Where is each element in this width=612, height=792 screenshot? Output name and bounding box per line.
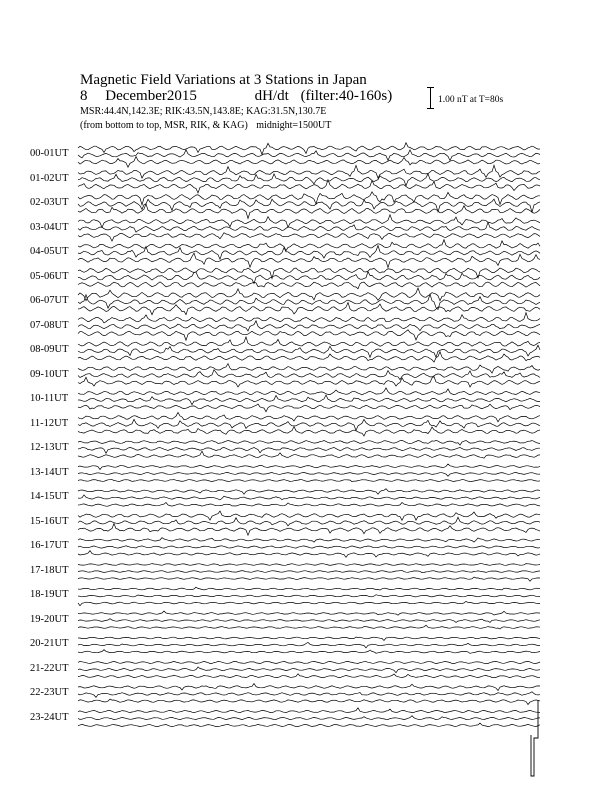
row-label: 12-13UT [30,442,69,453]
trace-msr [78,180,540,193]
row-label: 15-16UT [30,515,69,527]
trace-msr [78,352,540,362]
trace-kag [78,684,540,691]
trace-kag [78,661,540,663]
trace-msr [78,330,540,341]
trace-kag [78,441,540,446]
trace-msr [78,404,540,412]
trace-msr [78,625,540,629]
trace-kag [78,587,540,590]
trace-msr [78,524,540,536]
trace-msr [78,253,540,267]
row-label: 20-21UT [30,638,69,649]
trace-rik [78,395,540,405]
row-label: 00-01UT [30,148,69,159]
trace-msr [78,303,540,315]
trace-kag [78,511,540,520]
trace-msr [78,282,540,289]
row-label: 08-09UT [30,344,69,355]
trace-kag [78,388,540,395]
row-label: 09-10UT [30,368,69,380]
trace-rik [78,571,540,573]
trace-rik [78,495,540,500]
trace-msr [78,674,540,678]
trace-msr [78,233,540,241]
row-label: 13-14UT [30,466,69,478]
trace-rik [78,716,540,720]
trace-msr [78,451,540,458]
trace-rik [78,150,540,161]
row-label: 05-06UT [30,270,69,282]
row-label: 21-22UT [30,662,69,674]
trace-kag [78,288,540,301]
trace-rik [78,272,540,284]
trace-rik [78,370,540,380]
trace-kag [78,240,540,251]
order-note: (from bottom to top, MSR, RIK, & KAG) [80,120,248,131]
trace-kag [78,215,540,228]
trace-rik [78,517,540,526]
trace-rik [78,619,540,623]
trace-rik [78,419,540,430]
trace-msr [78,551,540,558]
trace-kag [78,413,540,422]
row-label: 18-19UT [30,589,69,600]
trace-kag [78,708,540,713]
row-label: 22-23UT [30,687,69,698]
row-label: 04-05UT [30,246,69,257]
row-label: 14-15UT [30,491,69,502]
row-label: 06-07UT [30,295,69,306]
row-label: 11-12UT [30,417,69,429]
row-label: 03-04UT [30,221,69,233]
row-label: 17-18UT [30,564,69,576]
trace-kag [78,143,540,155]
row-label: 19-20UT [30,613,69,625]
trace-kag [78,538,540,543]
trace-rik [78,174,540,186]
row-label: 23-24UT [30,711,69,723]
trace-kag [78,464,540,470]
date-day: 8 [80,88,88,104]
midnight-note: midnight=1500UT [256,120,332,131]
row-label: 07-08UT [30,319,69,331]
trace-rik [78,692,540,698]
trace-rik [78,448,540,454]
trace-kag [78,611,540,615]
trace-msr [78,503,540,507]
trace-kag [78,268,540,279]
trace-rik [78,321,540,331]
trace-kag [78,364,540,374]
trace-msr [78,577,540,581]
trace-rik [78,595,540,597]
trace-rik [78,642,540,647]
date-month-year: December2015 [105,88,197,104]
trace-rik [78,246,540,260]
trace-msr [78,377,540,387]
row-label: 10-11UT [30,393,69,404]
trace-rik [78,667,540,673]
trace-msr [78,699,540,704]
scale-label: 1.00 nT at T=80s [438,95,504,105]
station-coordinates: MSR:44.4N,142.3E; RIK:43.5N,143.8E; KAG:31.5N,130.7E [80,106,327,117]
trace-kag [78,192,540,205]
filter-label: (filter:40-160s) [300,88,393,104]
trace-kag [78,337,540,346]
trace-kag [78,313,540,323]
trace-rik [78,546,540,548]
trace-msr [78,601,540,605]
trace-msr [78,723,540,727]
trace-msr [78,427,540,436]
quantity-label: dH/dt [254,88,289,104]
trace-msr [78,480,540,482]
trace-rik [78,345,540,357]
trace-kag [78,165,540,178]
row-label: 02-03UT [30,197,69,208]
trace-rik [78,473,540,477]
chart-title: Magnetic Field Variations at 3 Stations in Japan [80,72,367,88]
trace-msr [78,650,540,654]
trace-kag [78,489,540,495]
trace-kag [78,564,540,566]
trace-kag [78,637,540,641]
trace-rik [78,222,540,232]
row-label: 01-02UT [30,172,69,184]
row-label: 16-17UT [30,540,69,551]
trace-msr [78,157,540,168]
trace-rik [78,199,540,212]
